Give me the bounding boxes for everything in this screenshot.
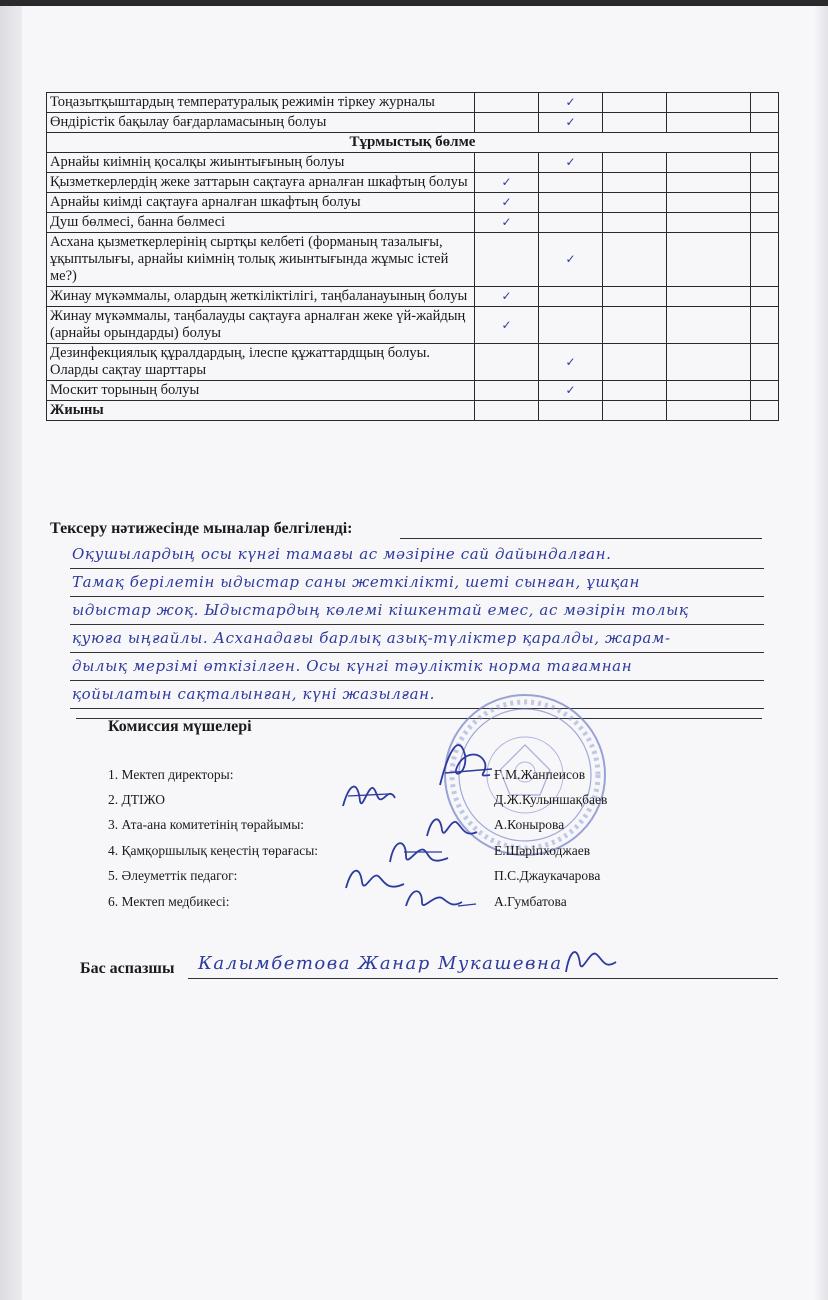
empty-cell: [667, 193, 751, 213]
nurse-signature: [400, 882, 480, 918]
check-mark: ✓: [475, 213, 539, 233]
chef-name-handwritten: Калымбетова Жанар Мукашевна: [188, 950, 778, 979]
empty-cell: [751, 233, 779, 287]
empty-cell: [667, 381, 751, 401]
check-mark: ✓: [475, 287, 539, 307]
findings-line: қойылатын сақталынған, күні жазылған.: [70, 680, 764, 709]
member-role: 5. Әлеуметтік педагог:: [108, 868, 238, 883]
member-role: 4. Қамқоршылық кеңестің төрағасы:: [108, 843, 319, 858]
page-edge: [814, 6, 828, 1300]
table-row: [47, 213, 779, 233]
findings-line: ыдыстар жоқ. Ыдыстардың көлемі кішкентай емес, ас мәзірін толық: [70, 596, 764, 625]
member-name: Е.Шәріпходжаев: [494, 843, 591, 858]
empty-cell: [539, 213, 603, 233]
empty-cell: [667, 233, 751, 287]
row-label: Жиыны: [47, 401, 475, 421]
member-name: П.С.Джаукачарова: [494, 868, 601, 883]
empty-cell: [667, 93, 751, 113]
row-label: Қызметкерлердің жеке заттарын сақтауға арналған шкафтың болуы: [47, 173, 475, 193]
empty-cell: [667, 287, 751, 307]
check-mark: ✓: [539, 113, 603, 133]
empty-cell: [751, 381, 779, 401]
empty-cell: [603, 193, 667, 213]
table-row: [47, 93, 779, 113]
inspection-checklist-table: [46, 92, 779, 421]
empty-cell: [603, 93, 667, 113]
empty-cell: [667, 344, 751, 381]
member-role: 3. Ата-ана комитетінің төрайымы:: [108, 817, 305, 832]
check-mark: ✓: [475, 307, 539, 344]
chef-signature: [560, 940, 620, 980]
findings-title: Тексеру нәтижесінде мыналар белгіленді:: [50, 520, 353, 537]
row-label: Душ бөлмесі, банна бөлмесі: [47, 213, 475, 233]
row-label: Москит торының болуы: [47, 381, 475, 401]
check-mark: ✓: [539, 93, 603, 113]
empty-cell: [539, 193, 603, 213]
empty-cell: [751, 153, 779, 173]
empty-cell: [751, 287, 779, 307]
findings-line: дылық мерзімі өткізілген. Осы күнгі тәуліктік норма тағамнан: [70, 652, 764, 681]
check-mark: ✓: [539, 381, 603, 401]
member-name: А.Конырова: [494, 817, 565, 832]
empty-cell: [539, 401, 603, 421]
empty-cell: [539, 173, 603, 193]
table-row: [47, 307, 779, 344]
check-mark: ✓: [539, 233, 603, 287]
empty-cell: [603, 344, 667, 381]
table-row: [47, 113, 779, 133]
row-label: Арнайы киімді сақтауға арналған шкафтың болуы: [47, 193, 475, 213]
empty-cell: [475, 153, 539, 173]
empty-cell: [603, 401, 667, 421]
check-mark: ✓: [475, 173, 539, 193]
empty-cell: [751, 344, 779, 381]
empty-cell: [475, 401, 539, 421]
empty-cell: [475, 233, 539, 287]
findings-line: Тамақ берілетін ыдыстар саны жеткілікті, шеті сынған, ұшқан: [70, 568, 764, 597]
empty-cell: [667, 113, 751, 133]
member-role: 1. Мектеп директоры:: [108, 767, 234, 782]
empty-cell: [751, 401, 779, 421]
empty-cell: [751, 113, 779, 133]
table-row: [47, 193, 779, 213]
empty-cell: [475, 93, 539, 113]
empty-cell: [603, 153, 667, 173]
empty-cell: [603, 213, 667, 233]
empty-cell: [603, 113, 667, 133]
member-name: Ғ.М.Жанпеисов: [494, 767, 586, 782]
table-total-row: [47, 401, 779, 421]
findings-line: қуюға ыңғайлы. Асханадағы барлық азық-түліктер қаралды, жарам-: [70, 624, 764, 653]
deputy-signature: [338, 776, 398, 816]
empty-cell: [475, 113, 539, 133]
empty-cell: [603, 381, 667, 401]
row-label: Тоңазытқыштардың температуралық режимін тіркеу журналы: [47, 93, 475, 113]
member-name: Д.Ж.Кулыншақбаев: [494, 792, 608, 807]
row-label: Асхана қызметкерлерінің сыртқы келбеті (форманың тазалығы, ұқыптылығы, арнайы киімнің толық жиынтығында жұмыс істей ме?): [47, 233, 475, 287]
director-signature: [430, 735, 500, 795]
empty-cell: [603, 287, 667, 307]
row-label: Жинау мүкәммалы, таңбалауды сақтауға арналған жеке үй-жайдың (арнайы орындарды) болуы: [47, 307, 475, 344]
empty-cell: [603, 307, 667, 344]
table-row: [47, 287, 779, 307]
check-mark: ✓: [475, 193, 539, 213]
empty-cell: [751, 193, 779, 213]
empty-cell: [667, 213, 751, 233]
empty-cell: [751, 93, 779, 113]
empty-cell: [751, 173, 779, 193]
empty-cell: [667, 307, 751, 344]
commission-title: Комиссия мүшелері: [108, 718, 252, 735]
table-row: [47, 153, 779, 173]
empty-cell: [667, 153, 751, 173]
row-label: Өндірістік бақылау бағдарламасының болуы: [47, 113, 475, 133]
check-mark: ✓: [539, 344, 603, 381]
table-row: [47, 344, 779, 381]
row-label: Жинау мүкәммалы, олардың жеткіліктілігі, таңбаланауының болуы: [47, 287, 475, 307]
table-row: [47, 233, 779, 287]
empty-cell: [667, 173, 751, 193]
check-mark: ✓: [539, 153, 603, 173]
section-heading: Тұрмыстық бөлме: [47, 133, 779, 153]
findings-title-underline: [400, 538, 762, 539]
empty-cell: [751, 213, 779, 233]
row-label: Арнайы киімнің қосалқы жиынтығының болуы: [47, 153, 475, 173]
member-role: 6. Мектеп медбикесі:: [108, 894, 230, 909]
member-role: 2. ДТІЖО: [108, 792, 165, 807]
empty-cell: [667, 401, 751, 421]
empty-cell: [539, 287, 603, 307]
chef-label: Бас аспазшы: [80, 960, 175, 977]
row-label: Дезинфекциялық құралдардың, ілеспе құжаттардщың болуы. Оларды сақтау шарттары: [47, 344, 475, 381]
empty-cell: [751, 307, 779, 344]
member-name: А.Гумбатова: [494, 894, 567, 909]
empty-cell: [475, 381, 539, 401]
empty-cell: [539, 307, 603, 344]
empty-cell: [603, 233, 667, 287]
empty-cell: [475, 344, 539, 381]
table-row: [47, 173, 779, 193]
table-section-row: [47, 133, 779, 153]
findings-line: Оқушылардың осы күнгі тамағы ас мәзіріне сай дайындалған.: [70, 540, 764, 569]
empty-cell: [603, 173, 667, 193]
table-row: [47, 381, 779, 401]
